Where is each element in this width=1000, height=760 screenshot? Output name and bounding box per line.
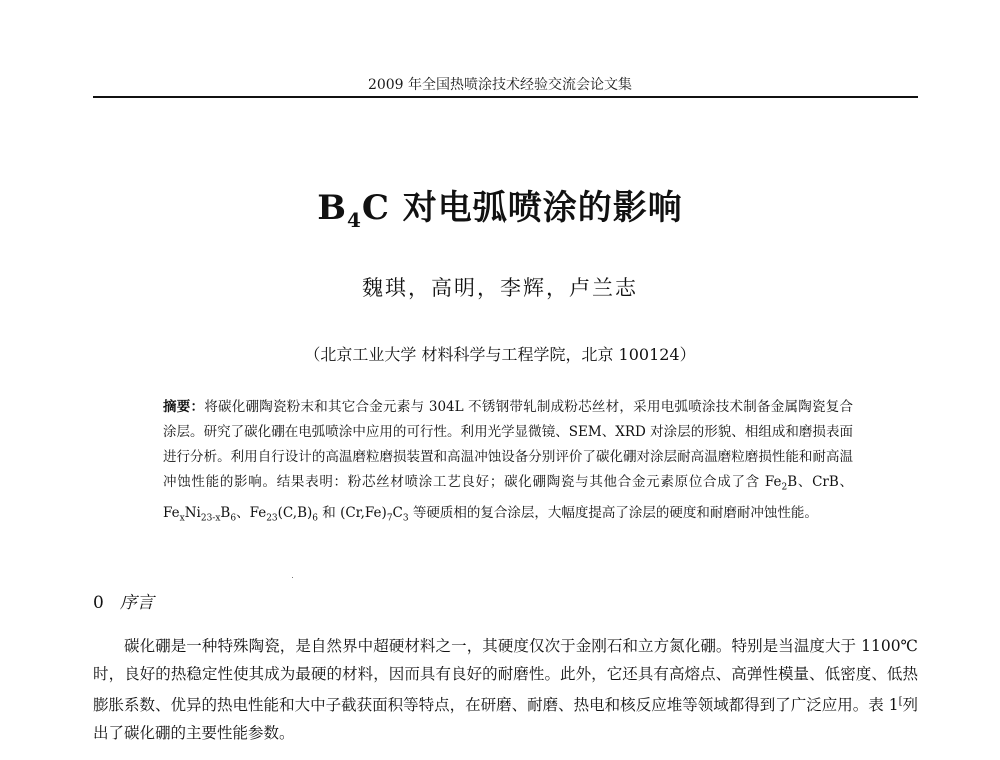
- abstract-text: Ni: [184, 504, 201, 521]
- citation-mark: [: [898, 696, 903, 707]
- running-header: 2009 年全国热喷涂技术经验交流会论文集: [367, 77, 633, 93]
- authors: 魏琪，高明，李辉，卢兰志: [362, 276, 638, 300]
- paper-title: [0, 180, 1000, 232]
- body-text: 列出了碳化硼的主要性能参数。: [93, 696, 918, 743]
- abstract-sub: 3: [402, 513, 409, 524]
- abstract-sub: 2: [781, 482, 788, 493]
- abstract-sub: x: [179, 513, 185, 524]
- abstract-sub: 23: [266, 513, 278, 524]
- abstract-text: 等硬质相的复合涂层，大幅度提高了涂层的硬度和耐磨耐冲蚀性能。: [408, 504, 818, 521]
- abstract: [163, 395, 853, 531]
- abstract-text: (C,B): [277, 504, 313, 521]
- abstract-sub: 6: [230, 513, 237, 524]
- abstract-sub: 6: [312, 513, 318, 524]
- abstract-text: C: [392, 504, 403, 521]
- header-rule: [93, 96, 918, 98]
- abstract-text: B、CrB、Fe: [163, 474, 853, 521]
- abstract-label: 摘要：: [163, 399, 205, 415]
- section-number: 0: [93, 593, 104, 613]
- abstract-text: 、Fe: [236, 504, 267, 521]
- abstract-text: 将碳化硼陶瓷粉末和其它合金元素与 304L 不锈钢带轧制成粉芯丝材，采用电弧喷涂技术制备金属陶瓷复合涂层。研究了碳化硼在电弧喷涂中应用的可行性。利用光学显微镜、SEM、XRD 对涂层的形貌、相组成和磨损表面进行分析。利用自行设计的高温磨粒磨损装置和高温冲蚀设备分别评价了碳化硼对涂层耐高温磨粒磨损性能和耐高温冲蚀性能的影响。结果表明：粉芯丝材喷涂工艺良好；碳化硼陶瓷与其他合金元素原位合成了含 Fe: [163, 399, 853, 490]
- abstract-sub: 7: [386, 513, 393, 524]
- stray-mark: [292, 577, 293, 578]
- body-paragraph: [93, 632, 918, 747]
- title-prefix: B: [317, 188, 347, 228]
- section-title: 序言: [119, 593, 154, 613]
- title-subscript: 4: [346, 207, 362, 232]
- section-heading: [93, 588, 154, 613]
- body-text: 碳化硼是一种特殊陶瓷，是自然界中超硬材料之一，其硬度仅次于金刚石和立方氮化硼。特别是当温度大于 1100℃时，良好的热稳定性使其成为最硬的材料，因而具有良好的耐磨性。此外，它还具有高熔点、高弹性模量、低密度、低热膨胀系数、优异的热电性能和大中子截获面积等特点，在研磨、耐磨、热电和核反应堆等领域都得到了广泛应用。表 1: [93, 637, 918, 715]
- abstract-text: B: [220, 504, 231, 521]
- title-rest: C 对电弧喷涂的影响: [361, 188, 683, 228]
- affiliation: （北京工业大学 材料科学与工程学院，北京 100124）: [304, 345, 696, 364]
- abstract-text: 和 (Cr,Fe): [317, 504, 387, 521]
- abstract-sub: 23-x: [200, 513, 221, 524]
